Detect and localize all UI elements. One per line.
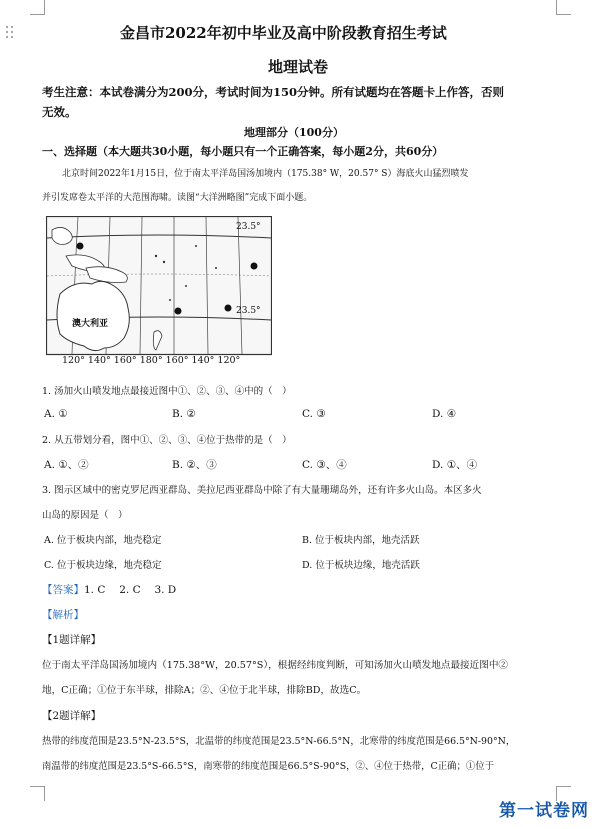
sub-1-line-2: 地，C正确；①位于东半球，排除A；②、④位于北半球，排除BD，故选C。: [42, 685, 367, 696]
notice-line-2: 无效。: [42, 105, 77, 119]
question-1-option-a[interactable]: A. ①: [44, 408, 68, 420]
drag-handle-icon[interactable]: [6, 26, 16, 38]
question-2-stem: 2. 从五带划分看，图中①、②、③、④位于热带的是（ ）: [42, 435, 292, 446]
map-top-latitude-label: 23.5°: [236, 222, 261, 232]
analysis-label: 【解析】: [42, 609, 84, 621]
answer-label: 【答案】: [42, 584, 84, 596]
sub-1-line-1: 位于南太平洋岛国汤加境内（175.38°W，20.57°S），根据经纬度判断，可知汤加火山喷发地点最接近图中②: [42, 660, 509, 671]
answer-text: 1. C 2. C 3. D: [84, 584, 177, 596]
page-title: 金昌市2022年初中毕业及高中阶段教育招生考试: [120, 24, 447, 42]
question-2-option-c[interactable]: C. ③、④: [302, 459, 347, 471]
question-1-option-b[interactable]: B. ②: [172, 408, 196, 420]
question-1-option-c[interactable]: C. ③: [302, 408, 326, 420]
question-2-option-b[interactable]: B. ②、③: [172, 459, 217, 471]
answer-block: [42, 582, 176, 597]
question-3-option-d[interactable]: D. 位于板块边缘，地壳活跃: [302, 560, 420, 571]
corner-mark-top-right: [556, 0, 571, 15]
sub-1-title: 【1题详解】: [42, 634, 102, 646]
corner-mark-top-left: [30, 0, 45, 15]
question-3-option-a[interactable]: A. 位于板块内部，地壳稳定: [44, 535, 162, 546]
question-3-stem-line-1: 3. 图示区域中的密克罗尼西亚群岛、美拉尼西亚群岛中除了有大量珊瑚岛外，还有许多火山岛。本区多火: [42, 485, 482, 496]
corner-mark-bottom-left: [30, 786, 45, 801]
sub-2-line-2: 南温带的纬度范围是23.5°S-66.5°S，南寒带的纬度范围是66.5°S-90°S，②、④位于热带，C正确；①位于: [42, 761, 494, 772]
question-3-option-b[interactable]: B. 位于板块内部，地壳活跃: [302, 535, 420, 546]
sub-2-line-1: 热带的纬度范围是23.5°N-23.5°S，北温带的纬度范围是23.5°N-66.5°N，北寒带的纬度范围是66.5°N-90°N，: [42, 736, 516, 747]
map-bottom-latitude-label: 23.5°: [236, 306, 261, 316]
question-2-option-a[interactable]: A. ①、②: [44, 459, 89, 471]
paper-subtitle: 地理试卷: [268, 58, 329, 76]
oceania-map: [46, 216, 272, 368]
part-one-title: 一、选择题（本大题共30小题，每小题只有一个正确答案，每小题2分，共60分）: [42, 145, 444, 158]
question-3-option-c[interactable]: C. 位于板块边缘，地壳稳定: [44, 560, 162, 571]
section-title: 地理部分（100分）: [244, 126, 344, 139]
question-3-stem-line-2: 山岛的原因是（ ）: [42, 510, 128, 521]
question-1-stem: 1. 汤加火山喷发地点最接近图中①、②、③、④中的（ ）: [42, 386, 292, 397]
sub-2-title: 【2题详解】: [42, 710, 102, 722]
intro-line-1: 北京时间2022年1月15日，位于南太平洋岛国汤加境内（175.38° W，20.57° S）海底火山猛烈喷发: [62, 169, 469, 179]
watermark-logo: 第一试卷网: [499, 801, 589, 821]
map-longitude-axis: 120° 140° 160° 180° 160° 140° 120°: [62, 355, 241, 366]
notice-line-1: 考生注意：本试卷满分为200分，考试时间为150分钟。所有试题均在答题卡上作答，否则: [42, 85, 505, 99]
question-2-option-d[interactable]: D. ①、④: [432, 459, 478, 471]
question-1-option-d[interactable]: D. ④: [432, 408, 457, 420]
oceania-map-drawing: [46, 216, 272, 368]
intro-line-2: 并引发席卷太平洋的大范围海啸。读图“大洋洲略图”完成下面小题。: [42, 193, 313, 203]
map-country-label: 澳大利亚: [72, 319, 109, 329]
